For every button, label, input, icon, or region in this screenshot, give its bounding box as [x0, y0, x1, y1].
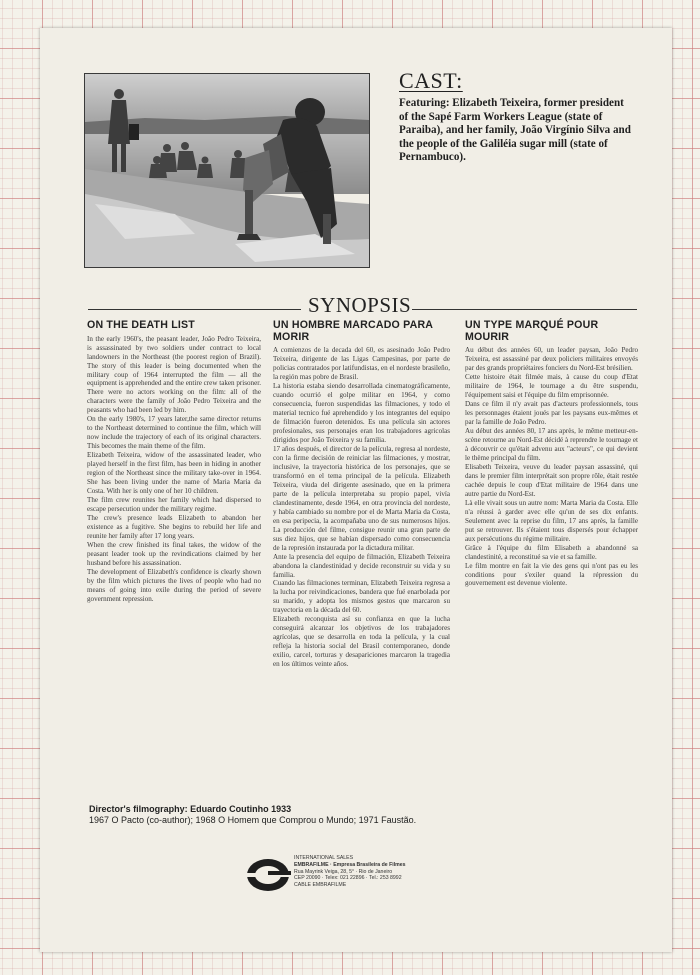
cast-description: Featuring: Elizabeth Teixeira, former president of the Sapé Farm Workers League (state of Paraiba), and her family, João Virgínio Silva and the people of the Galiléia sugar mill (state of Pernambuco).	[399, 97, 631, 164]
company-phone: CEP 20090 · Telex: 021 22896 · Tel.: 253 8992	[294, 875, 402, 882]
cast-heading: CAST:	[399, 68, 463, 93]
synopsis-column-spanish	[273, 320, 450, 669]
international-sales-contact	[294, 855, 406, 889]
column-heading: ON THE DEATH LIST	[87, 319, 195, 331]
synopsis-column-english	[87, 320, 261, 604]
column-body: A comienzos de la decada del 60, es asesinado João Pedro Teixeira, dirigente de las Ligas Campesinas, por parte de policias contratados por latifundistas, en el nordeste brasileño, la región mas pobre de Brasil. La historia estaba siendo desarrollada cinematográficamente, cuando ocurrió el golpe militar en 1964, y como consecuencia, fueron suspendidas las filmaciones, y todo el material tecnico fué aprehendido y los integrantes del equipo de filmación fueron detenidos. Es una película sin actores profesionales, sus personajes eran los trabajadores agricolas dirigidos por João Teixeira y su familia. 17 años después, el director de la película, regresa al nordeste, con la firme decisión de reiniciar las filmaciones, y mostrar, inclusive, la trayectoria histórica de los personajes, que se transformó en el tema principal de la película. Elizabeth Teixeira, viuda del dirigente asesinado, que en la primera parte de la película interpretaba su propio papel, vivía clandestinamente, desde 1964, en otra provincia del nordeste, y había cambiado su nombre por el de Marta Maria da Costa, en esa peripecia, la acompañaba uno de sus numerosos hijos. La producción del filme, consigue reunir una gran parte de sus diez hijos, que se habían dispersado como consecuencia de la represión instaurada por la dictadura militar. Ante la presencia del equipo de filmación, Elizabeth Teixeira abandona la clandestinidad y decide reconstruir su vida y su familia. Cuando las filmaciones terminan, Elizabeth Teixeira regresa a la lucha por reivindicaciones, bandera que fué enarbolada por su marido, y adopta los mismos gestos que marcaron su trayectoria en la década del 60. Elizabeth reconquista así su confianza en que la lucha conseguirá alcanzar los objetivos de los trabajadores agrícolas, que se desarrolla en toda la película, y la cual refleja la historia social del Brasil contemporaneo, donde exilio, carcel, torturas y desapariciones marcaron la tragedia en los últimos veinte años.	[273, 346, 450, 669]
synopsis-column-french	[465, 320, 638, 588]
sales-label: INTERNATIONAL SALES	[294, 855, 354, 861]
company-name: EMBRAFILME · Empresa Brasileira de Filmes	[294, 861, 406, 868]
synopsis-sheet	[40, 28, 672, 952]
column-heading: UN TYPE MARQUÉ POUR MOURIR	[465, 319, 599, 343]
embrafilme-logo-icon	[245, 857, 291, 898]
column-body: In the early 1960's, the peasant leader, João Pedro Teixeira, is assassinated by two soldiers under contract to local landowners in the Northeast (the poorest region of Brazil). The story of this leader is being documented when the military coup of 1964 interrupted the film — all the equipment is apprehended and the entire crew taken prisoner. There were no actors working on the film: all of the characters were the family of João Pedro Teixeira and the peasants who had been led by him. On the early 1980's, 17 years later,the same director returns to the Northeast determined to continue the film, which will now include the trajectory of each of its original characters. This becomes the main theme of the film. Elizabeth Teixeira, widow of the assassinated leader, who played herself in the first film, has been in hiding in another region of the Northeast since the military take-over in 1964. She has been living under the name of Maria Maria da Costa. With her is only one of her 10 children. The film crew reunites her family which had dispersed to escape persecution under the military regime. The crew's presence leads Elizabeth to abandon her existence as a fugitive. She begins to rebuild her life and reunite her family after 17 long years. When the crew finished its final takes, the widow of the peasant leader took up the revindications claimed by her husband before his assassination. The development of Elizabeth's confidence is clearly shown by the film which pictures the lives of people who had no means of going into exile during the period of severe government repression.	[87, 334, 261, 603]
synopsis-rule-right	[412, 309, 637, 310]
filmography-heading: Director's filmography: Eduardo Coutinho 1933	[89, 804, 292, 814]
company-cable: CABLE EMBRAFILME	[294, 882, 347, 888]
company-address: Rua Mayrink Veiga, 28, 5° · Rio de Janeiro	[294, 868, 393, 875]
column-heading: UN HOMBRE MARCADO PARA MORIR	[273, 319, 433, 343]
column-body: Au début des années 60, un leader paysan, João Pedro Teixeira, est assassiné par deux policiers militaires envoyés par des grands propriétaires fonciers du Nord-Est brésilien. Cette histoire était filmée mais, à cause du coup d'Etat militaire de 1964, le tournage a du être suspendu, l'équipement saisi et l'équipe du film emprisonnée. Dans ce film il n'y avait pas d'acteurs professionnels, tous les personnages étaient joués par les paysans eux-mêmes et par la famille de João Pedro. Au début des années 80, 17 ans après, le même metteur-en-scène retourne au Nord-Est décidé à reprendre le tournage et à découvrir ce qu'était advenu aux "acteurs", ce qui devient le thème principal du film. Elisabeth Teixeira, veuve du leader paysan assassiné, qui dans le premier film interprétait son propre rôle, était restée cachée depuis le coup d'Etat militaire de 1964 dans une autre partie du Nord-Est. Là elle vivait sous un autre nom: Marta Maria da Costa. Elle n'a réussi à garder avec elle qu'un de ses dix enfants. Seulement avec la reprise du film, 17 ans après, la famille put se retrouver. Ils s'étaient tous dispersés pour échapper aux persécutions du régime militaire. Grâce à l'équipe du film Elisabeth a abandonné sa clandestinité, a reconstitué sa vie et sa famille. Le film montre en fait la vie des gens qui n'ont pas eu les conditions pour s'exiler quand la répression du gouvernement est devenue violente.	[465, 346, 638, 588]
synopsis-rule-left	[88, 309, 301, 310]
film-still-photo	[84, 73, 370, 268]
synopsis-heading: SYNOPSIS	[308, 293, 412, 317]
filmography-list: 1967 O Pacto (co-author); 1968 O Homem que Comprou o Mundo; 1971 Faustão.	[89, 815, 417, 825]
